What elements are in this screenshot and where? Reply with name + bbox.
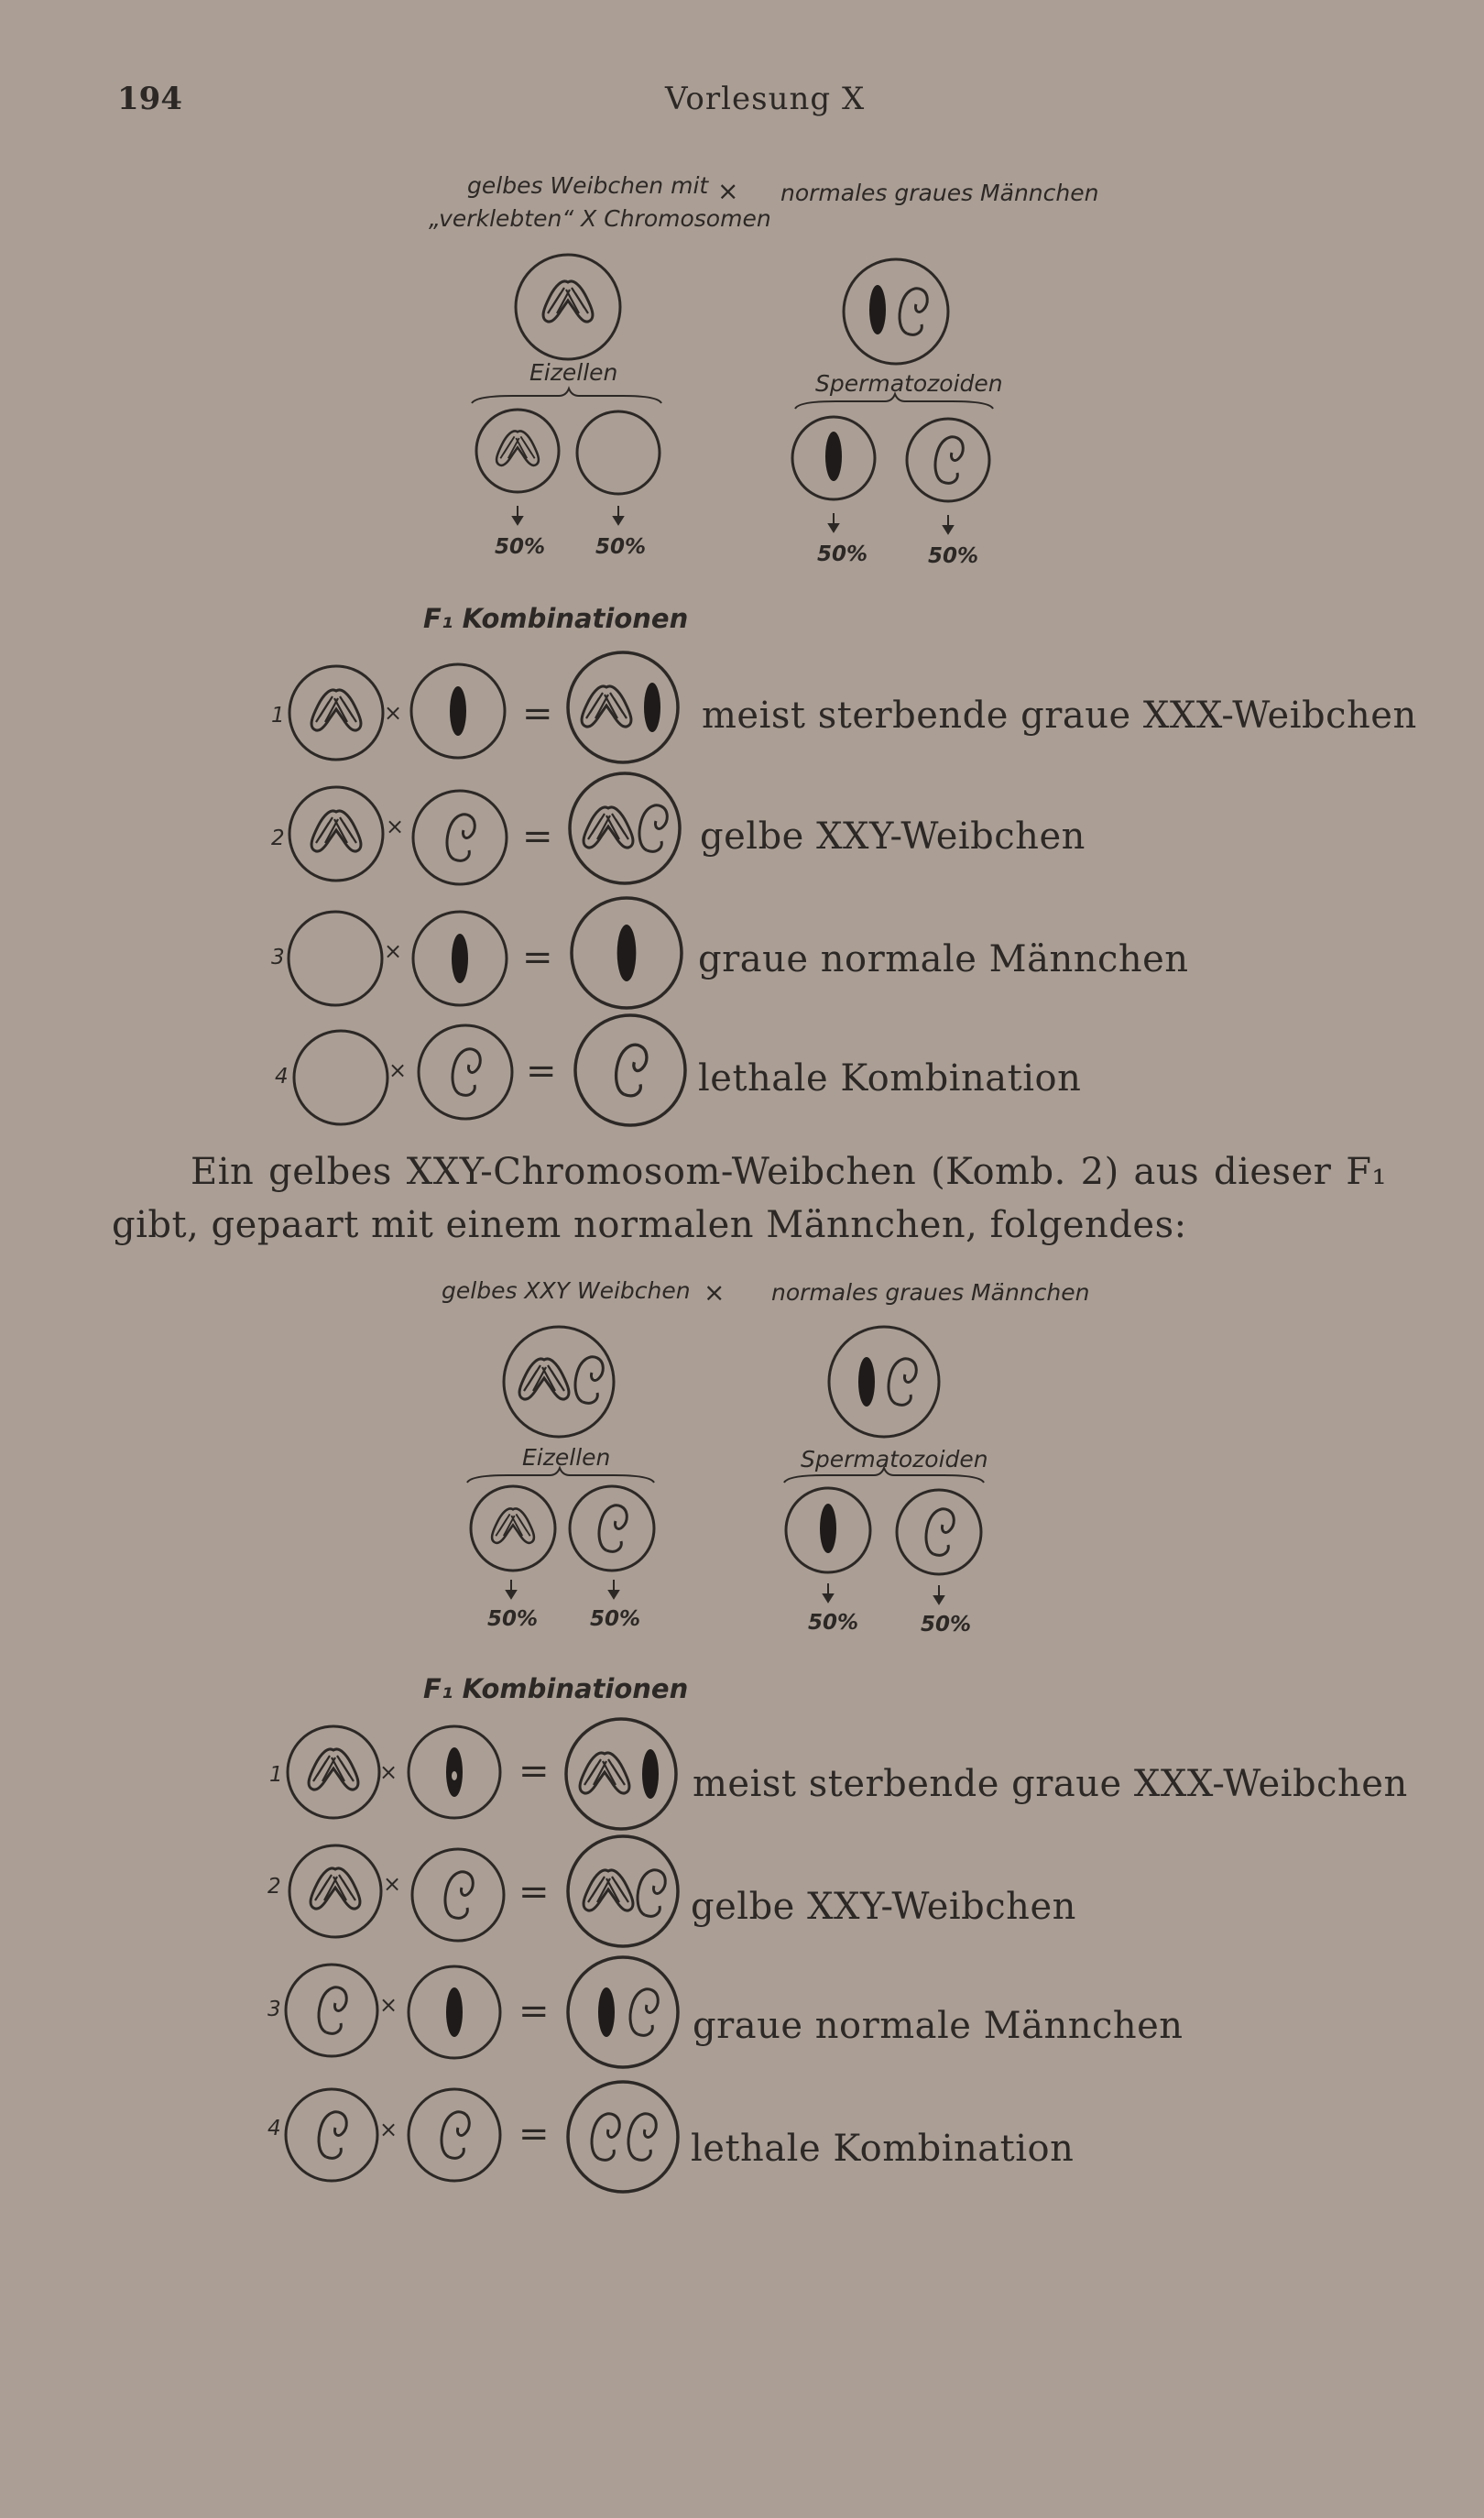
d2-cross-symbol: ⨯ — [704, 1277, 726, 1308]
d2-sperm-x — [786, 1488, 870, 1572]
svg-text:=: = — [518, 1990, 550, 2032]
d1-eggs-brace — [472, 389, 661, 403]
d1-percent-egg-1: 50% — [495, 535, 546, 559]
d2-percent-sperm-2: 50% — [921, 1613, 972, 1637]
d1-row-2 — [289, 773, 680, 884]
d1-combination-number: 1 — [271, 704, 285, 728]
svg-text:×: × — [379, 1992, 398, 2018]
d2-combination-result: graue normale Männchen — [693, 2005, 1184, 2047]
svg-text:=: = — [522, 693, 553, 735]
d2-sperm-y — [897, 1490, 981, 1574]
d1-combination-number: 4 — [275, 1065, 289, 1089]
d1-row-1 — [289, 652, 678, 762]
d1-parent-female — [516, 255, 620, 359]
svg-text:=: = — [526, 1050, 557, 1092]
d2-parent-male — [829, 1327, 939, 1437]
svg-text:×: × — [383, 1871, 402, 1897]
d2-combination-number: 2 — [267, 1875, 281, 1899]
d2-combination-number: 4 — [267, 2117, 281, 2140]
d2-combination-number: 3 — [267, 1998, 281, 2021]
d2-female-label: gelbes XXY Weibchen — [442, 1277, 691, 1304]
d1-female-label-1: gelbes Weibchen mit — [467, 172, 709, 199]
d1-egg-attached-x — [476, 410, 559, 492]
d1-combinations-title: F₁ Kombinationen — [423, 603, 689, 634]
d1-sperm-brace — [795, 394, 993, 409]
d2-combination-result: lethale Kombination — [691, 2128, 1075, 2170]
d2-combination-result: gelbe XXY-Weibchen — [691, 1886, 1076, 1928]
d2-eggs-brace — [467, 1468, 654, 1483]
d1-percent-sperm-1: 50% — [817, 542, 868, 566]
d1-eggs-label: Eizellen — [529, 359, 618, 386]
d2-row-4 — [286, 2082, 678, 2192]
d2-combinations-title: F₁ Kombinationen — [423, 1673, 689, 1704]
d1-male-label: normales graues Männchen — [780, 180, 1099, 206]
d2-percent-egg-2: 50% — [590, 1607, 641, 1631]
d2-percent-sperm-1: 50% — [808, 1611, 859, 1635]
d2-parent-female — [504, 1327, 614, 1437]
d1-combination-result: meist sterbende graue XXX-Weibchen — [702, 695, 1417, 737]
d1-percent-sperm-2: 50% — [928, 544, 979, 568]
d1-combination-result: lethale Kombination — [698, 1057, 1082, 1100]
d2-combination-result: meist sterbende graue XXX-Weibchen — [693, 1763, 1408, 1805]
d2-sperm-label: Spermatozoiden — [801, 1446, 988, 1472]
d2-percent-egg-1: 50% — [487, 1607, 539, 1631]
d2-row-3 — [286, 1957, 678, 2067]
svg-text:×: × — [388, 1057, 408, 1083]
d1-combination-result: gelbe XXY-Weibchen — [700, 816, 1086, 858]
d2-sperm-brace — [784, 1468, 984, 1483]
d1-egg-empty — [577, 411, 660, 494]
running-title: Vorlesung X — [665, 81, 866, 117]
d1-combination-result: graue normale Männchen — [698, 938, 1189, 980]
d1-arrows — [513, 506, 953, 533]
d2-arrows — [507, 1580, 944, 1604]
paragraph-line-2: gibt, gepaart mit einem normalen Männchen, folgendes: — [112, 1204, 1187, 1246]
svg-text:×: × — [384, 938, 403, 964]
d2-egg-y — [570, 1486, 654, 1571]
d2-combination-number: 1 — [269, 1763, 283, 1787]
d1-sperm-x — [792, 417, 875, 499]
d1-combination-number: 2 — [271, 827, 285, 850]
d2-egg-attached-x — [471, 1486, 555, 1571]
d1-percent-egg-2: 50% — [595, 535, 647, 559]
svg-text:=: = — [522, 936, 553, 979]
paragraph-line-1: Ein gelbes XXY-Chromosom-Weibchen (Komb. 2) aus dieser F₁ — [191, 1151, 1387, 1193]
svg-text:=: = — [518, 1871, 550, 1913]
svg-text:×: × — [384, 700, 403, 726]
d1-sperm-y — [907, 419, 989, 501]
d1-row-3 — [289, 898, 682, 1008]
d1-sperm-label: Spermatozoiden — [815, 370, 1003, 397]
svg-text:=: = — [518, 1750, 550, 1792]
d2-male-label: normales graues Männchen — [771, 1279, 1090, 1306]
d1-female-label-2: „verklebten“ X Chromosomen — [429, 205, 771, 232]
d2-eggs-label: Eizellen — [522, 1444, 611, 1471]
svg-text:=: = — [522, 816, 553, 858]
d2-row-2 — [289, 1836, 678, 1946]
d2-row-1 — [288, 1719, 676, 1829]
svg-text:×: × — [379, 1759, 398, 1785]
d1-parent-male — [844, 259, 948, 364]
svg-text:×: × — [379, 2117, 398, 2142]
svg-text:×: × — [386, 814, 405, 839]
d1-cross-symbol: ⨯ — [717, 176, 739, 206]
d1-row-4 — [294, 1015, 685, 1125]
d1-combination-number: 3 — [271, 946, 285, 969]
page-number: 194 — [117, 81, 182, 117]
svg-text:=: = — [518, 2113, 550, 2155]
